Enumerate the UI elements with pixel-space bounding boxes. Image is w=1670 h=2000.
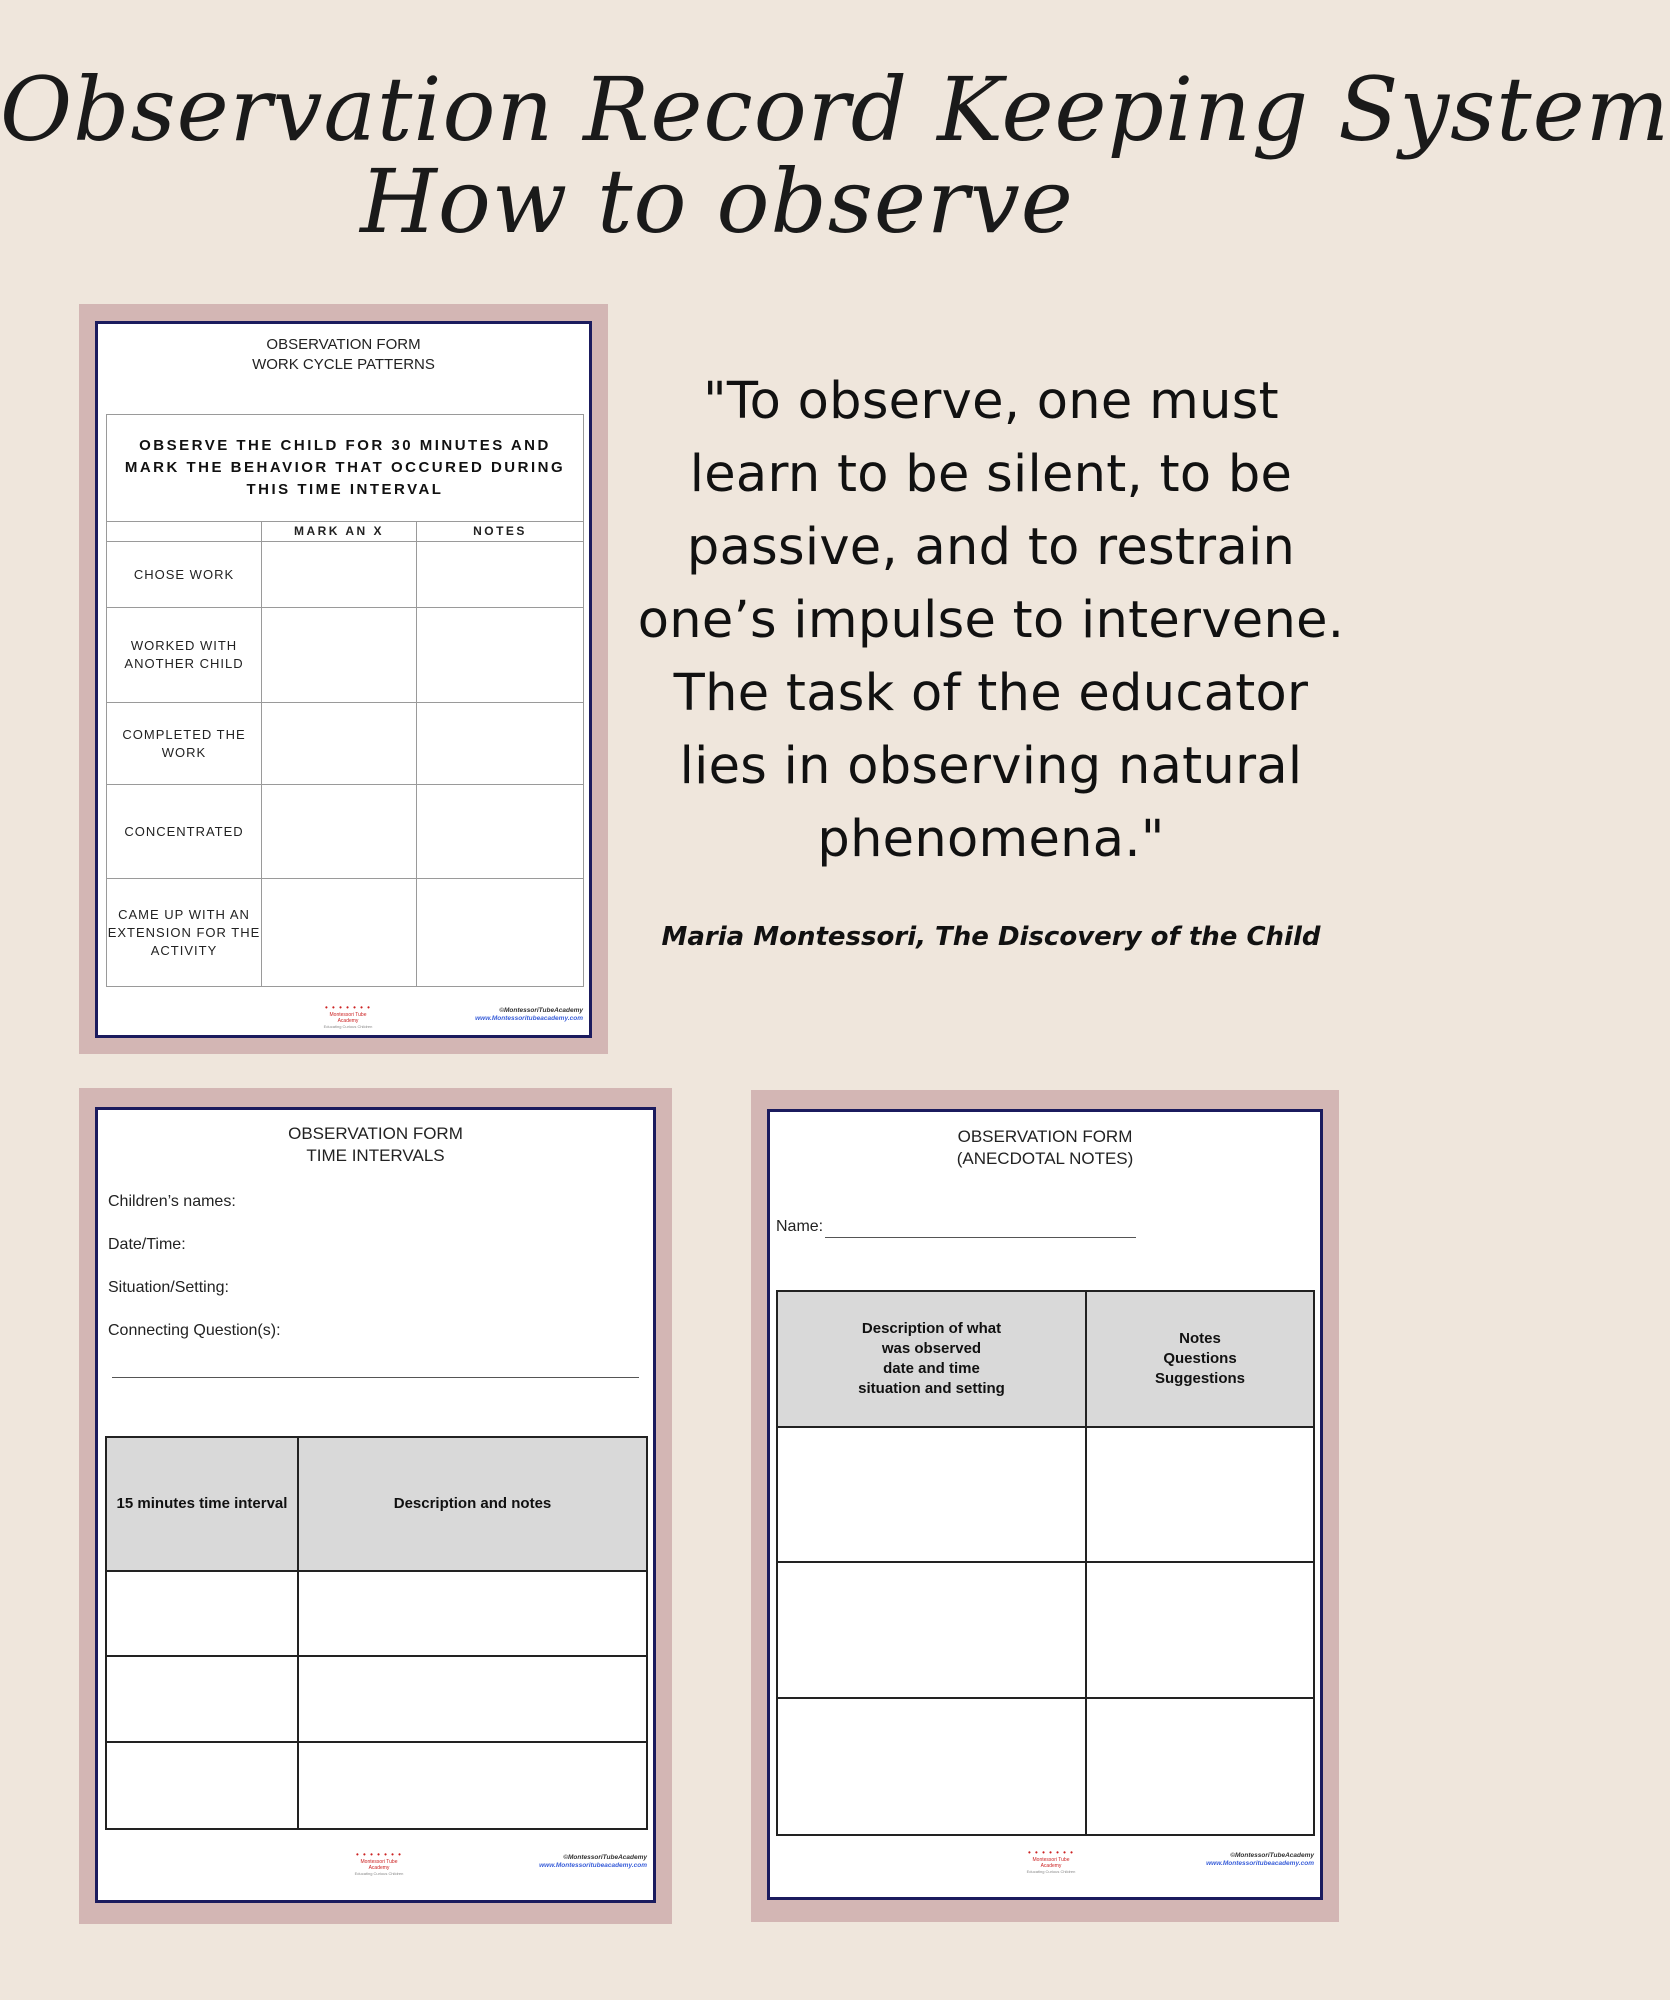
row-label-concentrated: CONCENTRATED [107,785,262,879]
website-link[interactable]: www.Montessoritubeacademy.com [475,1015,583,1022]
work-cycle-table [106,414,584,987]
row-label-completed-the-work: COMPLETED THE WORK [107,703,262,785]
anecdotal-notes-table [776,1290,1315,1836]
anecdotal-notes-form-card [751,1090,1339,1922]
website-link[interactable]: www.Montessoritubeacademy.com [1206,1860,1314,1867]
field-situation-setting: Situation/Setting: [108,1279,229,1296]
footer-logo [351,1851,407,1876]
field-connecting-questions: Connecting Question(s): [108,1322,281,1339]
table-cell [262,703,417,785]
footer-copyright [539,1854,647,1870]
quote-attribution: Maria Montessori, The Discovery of the Child [661,922,1321,952]
form-heading-line2: WORK CYCLE PATTERNS [252,355,435,373]
table-cell [1087,1699,1313,1834]
table-cell [778,1563,1087,1698]
time-intervals-form-sheet [95,1107,656,1903]
column-header-notes: NOTES [417,521,583,542]
table-cell [262,608,417,703]
anecdotal-notes-form-sheet [767,1109,1323,1900]
anecdotal-notes-form-heading [770,1126,1320,1170]
table-cell [262,542,417,608]
work-cycle-form-sheet [95,321,592,1038]
column-header-description: Description of what was observed date and time situation and setting [778,1292,1087,1428]
form-heading-line1: OBSERVATION FORM [266,336,421,353]
table-cell [262,785,417,879]
logo-brand: Montessori Tube Academy [329,1012,367,1024]
name-answer-line [825,1237,1136,1238]
table-cell [778,1699,1087,1834]
table-cell [417,879,583,986]
table-cell [1087,1428,1313,1563]
time-intervals-form-card [79,1088,672,1924]
form-heading-line2: TIME INTERVALS [306,1146,445,1166]
montessori-quote: "To observe, one must learn to be silent, to be passive, and to restrain one’s impulse to intervene. The task of the educator lies in observing natural phenomena." [637,372,1345,869]
field-childrens-names: Children’s names: [108,1193,236,1210]
row-label-worked-with-another-child: WORKED WITH ANOTHER CHILD [107,608,262,703]
column-header-blank [107,521,262,542]
column-header-mark: MARK AN X [262,521,417,542]
time-intervals-table [105,1436,648,1830]
table-cell [778,1428,1087,1563]
footer-logo [320,1004,376,1029]
table-cell [107,1657,299,1742]
column-header-interval: 15 minutes time interval [107,1438,299,1572]
row-label-chose-work: CHOSE WORK [107,542,262,608]
footer-copyright [475,1007,583,1023]
copyright-text: ©MontessoriTubeAcademy [499,1007,583,1014]
form-heading-line2: (ANECDOTAL NOTES) [956,1149,1134,1169]
table-cell [1087,1563,1313,1698]
table-cell [417,542,583,608]
work-cycle-form-heading [98,335,589,374]
form-heading-line1: OBSERVATION FORM [288,1124,463,1143]
copyright-text: ©MontessoriTubeAcademy [1230,1852,1314,1859]
table-cell [417,785,583,879]
logo-dots: • • • • • • • [356,1850,402,1859]
footer-logo [1023,1849,1079,1874]
table-cell [299,1657,646,1742]
table-cell [299,1572,646,1657]
field-date-time: Date/Time: [108,1236,186,1253]
column-header-description: Description and notes [299,1438,646,1572]
table-cell [107,1743,299,1828]
form-heading-line1: OBSERVATION FORM [957,1127,1133,1146]
work-cycle-instruction: OBSERVE THE CHILD FOR 30 MINUTES AND MARK THE BEHAVIOR THAT OCCURED DURING THIS TIME INTERVAL [107,415,583,522]
table-cell [299,1743,646,1828]
logo-dots: • • • • • • • [1028,1848,1074,1857]
logo-brand: Montessori Tube Academy [360,1859,398,1871]
logo-dots: • • • • • • • [325,1003,371,1012]
logo-tagline: Educating Curious Children [323,1024,373,1029]
logo-brand: Montessori Tube Academy [1032,1857,1070,1869]
row-label-extension: CAME UP WITH AN EXTENSION FOR THE ACTIVITY [107,879,262,986]
column-header-notes: Notes Questions Suggestions [1087,1292,1313,1428]
field-name: Name: [776,1218,824,1235]
page-title: Observation Record Keeping System [0,58,1670,161]
table-cell [417,608,583,703]
logo-tagline: Educating Curious Children [354,1871,404,1876]
table-cell [107,1572,299,1657]
work-cycle-form-card [79,304,608,1054]
copyright-text: ©MontessoriTubeAcademy [563,1854,647,1861]
table-cell [262,879,417,986]
answer-line [112,1377,639,1378]
time-intervals-form-heading [98,1123,653,1167]
website-link[interactable]: www.Montessoritubeacademy.com [539,1862,647,1869]
table-cell [417,703,583,785]
logo-tagline: Educating Curious Children [1026,1869,1076,1874]
page-subtitle: How to observe [360,150,1074,253]
footer-copyright [1206,1852,1314,1868]
